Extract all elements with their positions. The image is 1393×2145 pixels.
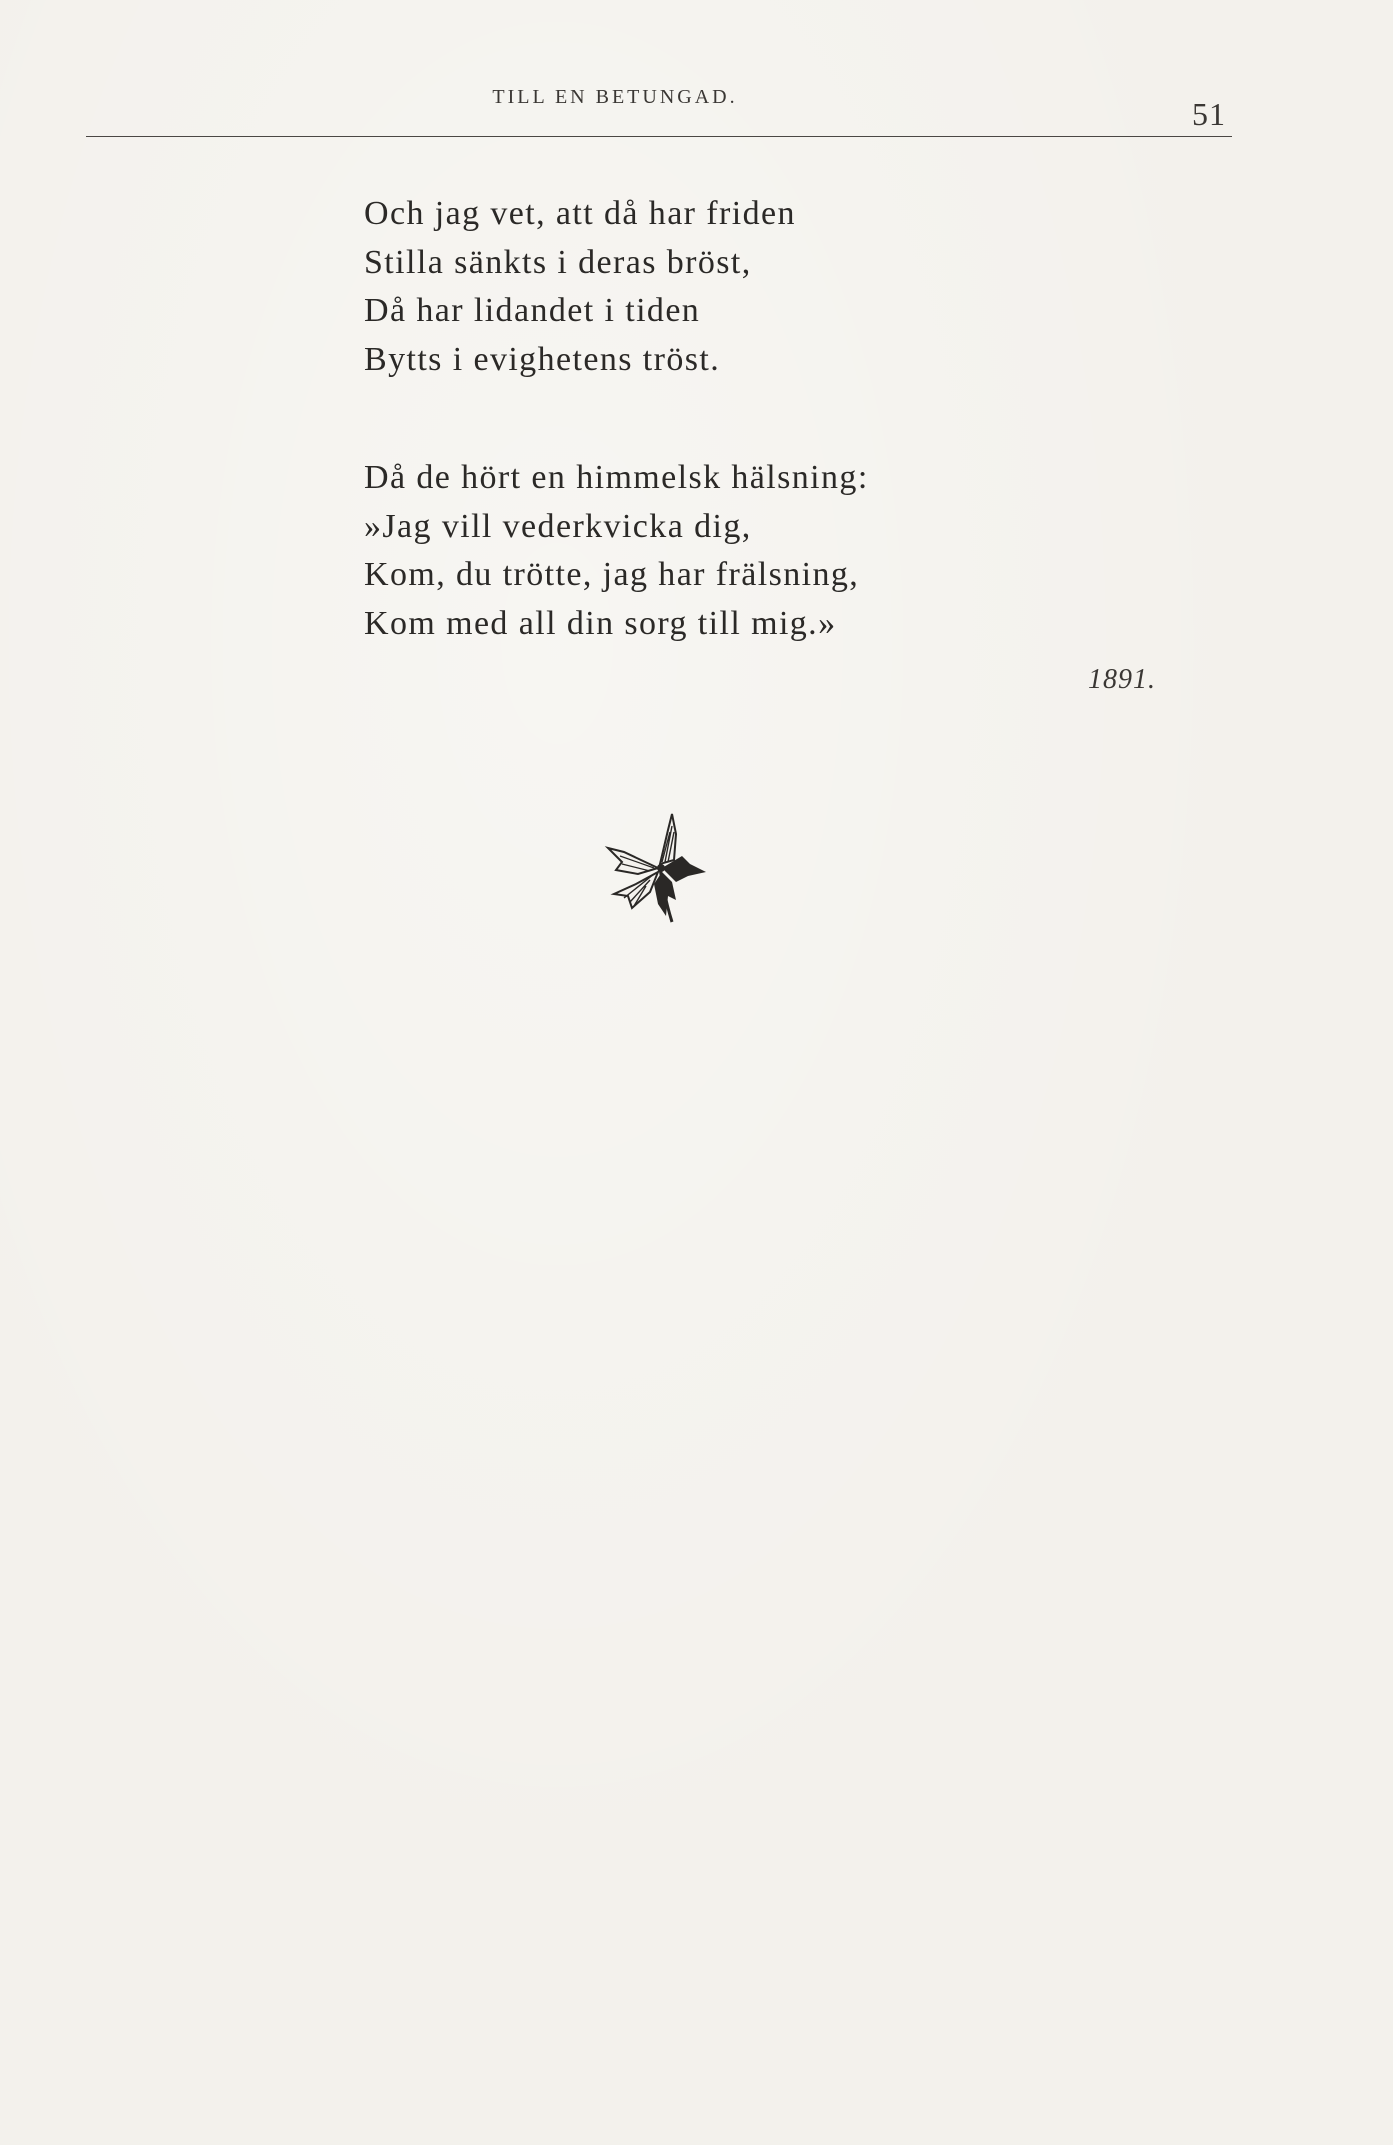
leaf-fleuron-icon (602, 812, 720, 924)
poem-line: Då de hört en himmelsk hälsning: (364, 459, 869, 496)
poem-stanza-2 (364, 454, 869, 648)
poem-line: Då har lidandet i tiden (364, 292, 701, 329)
poem-line: Kom, du trötte, jag har frälsning, (364, 556, 860, 593)
poem-stanza-1 (364, 190, 796, 384)
header-rule (86, 136, 1232, 137)
running-title: TILL EN BETUNGAD. (492, 86, 738, 108)
page-number: 51 (1192, 96, 1226, 132)
poem-line: Bytts i evighetens tröst. (364, 340, 721, 378)
poem-line: Kom med all din sorg till mig.» (364, 604, 837, 642)
poem-line: »Jag vill vederkvicka dig, (364, 507, 752, 545)
poem-line: Och jag vet, att då har friden (364, 195, 796, 232)
poem-line: Stilla sänkts i deras bröst, (364, 243, 752, 281)
poem-date: 1891. (1088, 664, 1156, 695)
